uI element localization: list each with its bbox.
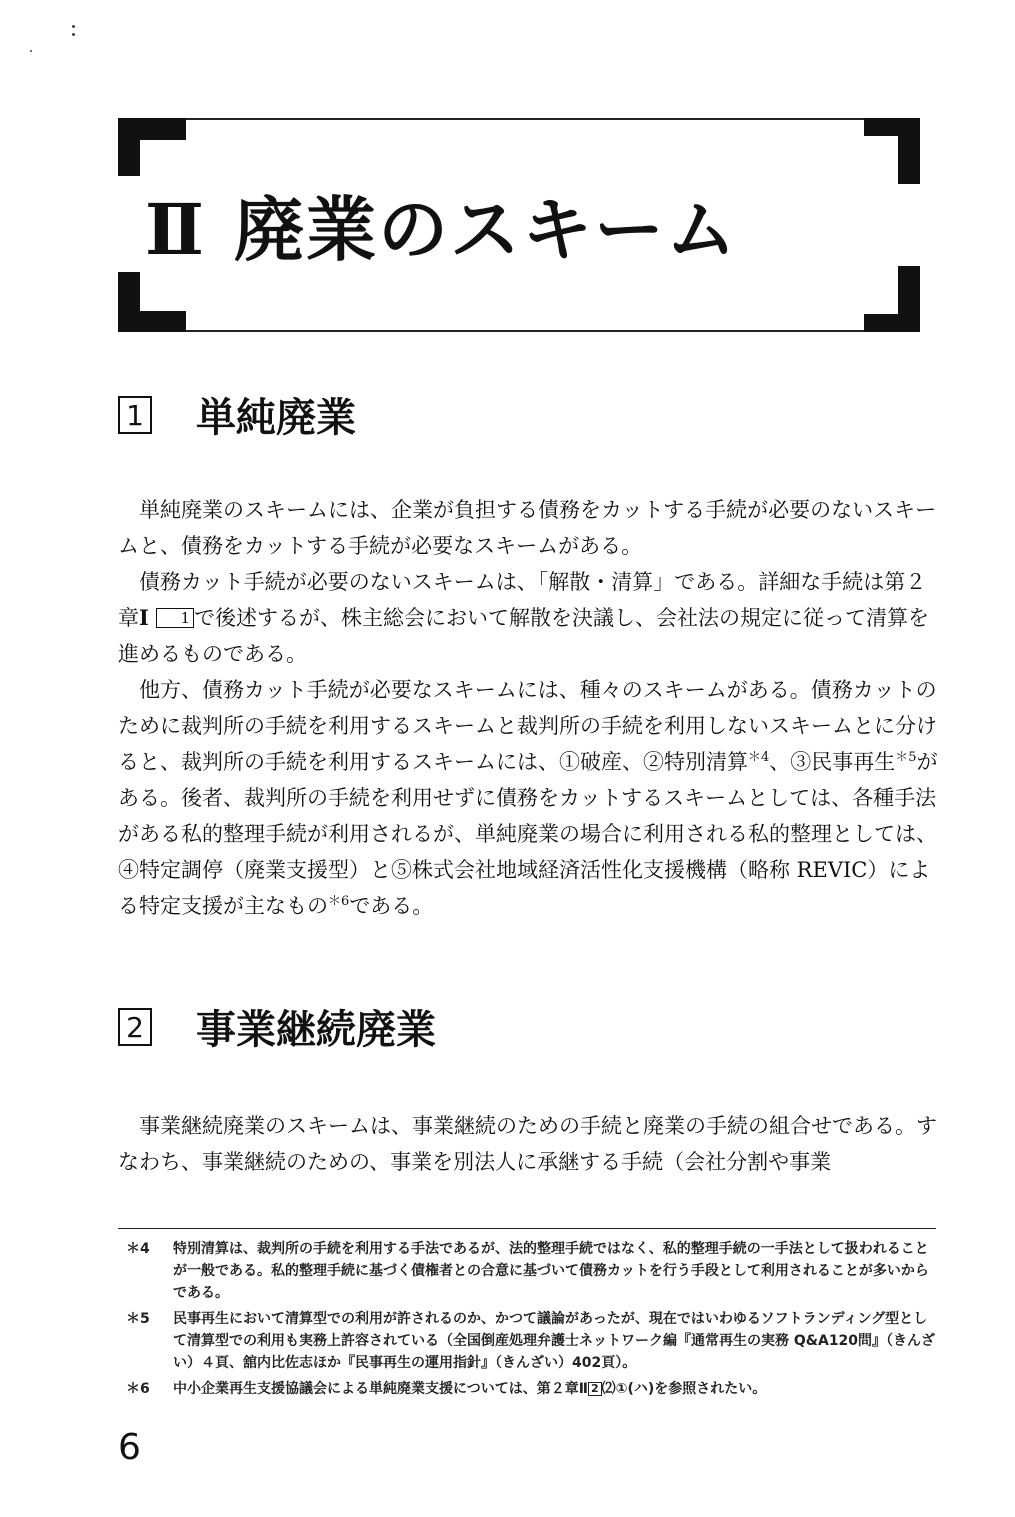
footnote-divider — [118, 1228, 936, 1229]
paragraph: 単純廃業のスキームには、企業が負担する債務をカットする手続が必要のないスキームと、債務をカットする手続が必要なスキームがある。 — [118, 498, 937, 558]
footnote-text: 特別清算は、裁判所の手続を利用する手法であるが、法的整理手続ではなく、私的整理手続の一手法として扱われることが一般である。私的整理手続に基づく債権者との合意に基づいて債務カットを行う手段として利用されることが多いからである。 — [173, 1241, 929, 1301]
section-number-box: 2 — [118, 1008, 152, 1046]
section-1-body — [118, 492, 938, 924]
chapter-ref-roman: Ⅰ — [139, 605, 149, 630]
paragraph-text: がある。後者、裁判所の手続を利用せずに債務をカットするスキームとしては、各種手法がある私的整理手続が利用されるが、単純廃業の場合に利用される私的整理としては、④特定調停（廃業支援型）と⑤株式会社地域経済活性化支援機構（略称 REVIC）による特定支援が主なもの — [118, 750, 938, 918]
footnote — [118, 1378, 936, 1400]
bracket-bottom-left-horizontal — [118, 311, 186, 332]
scan-speck — [72, 33, 75, 36]
footnote-text: ⑵①(ハ)を参照されたい。 — [601, 1381, 767, 1397]
footnote-mark: ＊5 — [126, 1311, 150, 1327]
footnotes — [118, 1238, 936, 1404]
paragraph-text: 、③民事再生 — [769, 750, 896, 774]
footnote-text: 民事再生において清算型での利用が許されるのか、かつて議論があったが、現在ではいわゆるソフトランディング型として清算型での利用も実務上許容されている（全国倒産処理弁護士ネットワーク編『通常再生の実務 Q&A120問』（きんざい）４頁、舘内比佐志ほか『民事再生の運用指針』（きんざい）402頁）。 — [173, 1311, 936, 1371]
bracket-top-left-horizontal — [118, 118, 186, 140]
footnote-ref[interactable]: ＊5 — [895, 750, 917, 765]
footnote-text: 中小企業再生支援協議会による単純廃業支援については、第２章Ⅱ — [173, 1381, 588, 1397]
paragraph — [118, 672, 938, 924]
chapter-title — [145, 190, 738, 270]
footnote — [118, 1238, 936, 1304]
section-title: 事業継続廃業 — [196, 1007, 436, 1053]
section-ref-box: 1 — [156, 608, 195, 628]
paragraph-text: 他方、債務カット手続が必要なスキームには、種々のスキームがある。債務カットのために裁判所の手続を利用するスキームと裁判所の手続を利用しないスキームとに分けると、裁判所の手続を利用するスキームには、①破産、②特別清算 — [118, 678, 937, 774]
scan-speck — [72, 25, 75, 28]
section-ref-box: 2 — [588, 1382, 602, 1396]
section-2-body — [118, 1108, 938, 1180]
section-number-box: 1 — [118, 396, 152, 434]
chapter-number: Ⅱ — [145, 188, 206, 271]
paragraph: 事業継続廃業のスキームは、事業継続のための手続と廃業の手続の組合せである。すなわち、事業継続のための、事業を別法人に承継する手続（会社分割や事業 — [118, 1114, 937, 1174]
footnote-ref[interactable]: ＊6 — [328, 894, 350, 909]
section-title: 単純廃業 — [196, 395, 356, 441]
paragraph-text: である。 — [349, 894, 434, 918]
paragraph-text: で後述するが、株主総会において解散を決議し、会社法の規定に従って清算を進めるものである。 — [118, 606, 930, 666]
bracket-bottom-right-horizontal — [864, 314, 920, 332]
scan-speck — [30, 50, 32, 52]
footnote — [118, 1308, 936, 1374]
paragraph — [118, 564, 938, 672]
section-heading-1 — [118, 393, 356, 443]
page-number: 6 — [118, 1427, 141, 1468]
footnote-mark: ＊6 — [126, 1381, 150, 1397]
footnote-ref[interactable]: ＊4 — [748, 750, 770, 765]
footnote-mark: ＊4 — [126, 1241, 150, 1257]
paragraph-text: 債務カット手続が必要のないスキームは、「解散・清算」である。詳細な手続は第２章 — [118, 570, 927, 630]
chapter-title-text: 廃業のスキーム — [234, 188, 738, 271]
bracket-top-right-horizontal — [864, 118, 920, 136]
section-heading-2 — [118, 1005, 436, 1055]
